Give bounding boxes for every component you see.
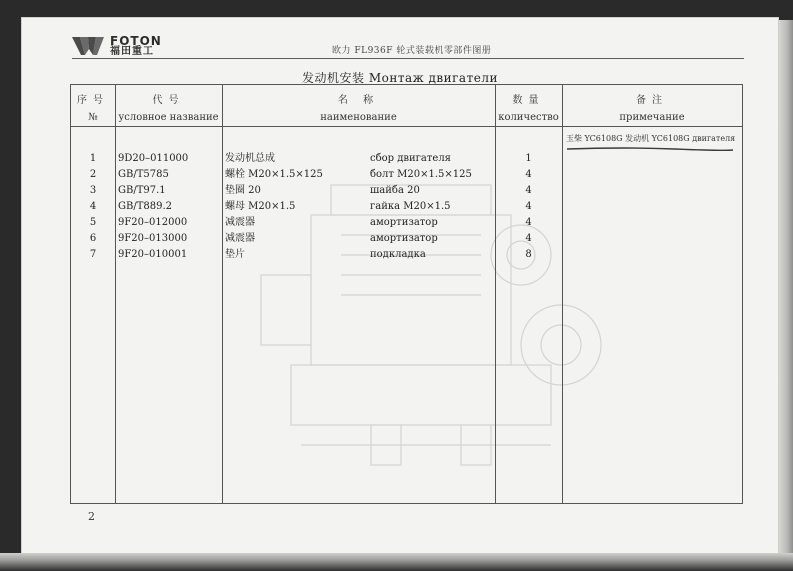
column-header-note-ru: примечание <box>619 112 685 123</box>
column-divider <box>222 85 223 503</box>
table-row <box>71 199 742 215</box>
column-header-qty <box>495 92 562 126</box>
table-row <box>71 183 742 199</box>
part-name-ru: амортизатор <box>370 233 438 244</box>
foton-logo-icon <box>72 35 106 57</box>
part-name-cn: 发动机总成 <box>225 153 275 164</box>
part-quantity: 8 <box>525 249 532 260</box>
row-number: 3 <box>89 185 97 196</box>
table-caption: 发动机安装 Монтаж двигатели <box>302 71 498 85</box>
part-code: GB/T889.2 <box>118 201 173 212</box>
part-name-cn: 垫圈 20 <box>225 185 261 196</box>
row-number: 1 <box>89 153 97 164</box>
part-quantity: 4 <box>525 169 532 180</box>
row-number: 2 <box>89 169 97 180</box>
part-code: 9F20–012000 <box>118 217 188 228</box>
column-header-qty-cn: 数量 <box>512 95 545 106</box>
column-header-no <box>71 92 115 126</box>
catalog-page <box>22 18 778 553</box>
parts-table <box>70 84 743 504</box>
part-name-ru: гайка M20×1.5 <box>370 201 451 212</box>
column-header-note <box>562 92 742 126</box>
part-name-cn: 减震器 <box>225 217 255 228</box>
page-number: 2 <box>88 510 95 523</box>
part-quantity: 4 <box>525 217 532 228</box>
part-quantity: 1 <box>525 153 532 164</box>
table-row <box>71 215 742 231</box>
column-header-name-ru: наименование <box>320 112 397 123</box>
table-row <box>71 247 742 263</box>
catalog-title: 欧力 FL936F 轮式装载机零部件图册 <box>332 46 492 56</box>
part-name-cn: 螺母 M20×1.5 <box>225 201 296 212</box>
column-header-code-ru: условное название <box>118 112 219 123</box>
remark-note: 玉柴 YC6108G 发动机 YC6108G двигателя <box>566 134 736 143</box>
column-header-qty-ru: количество <box>498 112 559 123</box>
part-name-ru: подкладка <box>370 249 426 260</box>
column-divider <box>115 85 116 503</box>
table-row <box>71 151 742 167</box>
brand-name: FOTON <box>110 34 162 48</box>
part-name-ru: сбор двигателя <box>370 153 451 164</box>
row-number: 4 <box>89 201 97 212</box>
row-number: 7 <box>89 249 97 260</box>
part-code: 9F20–013000 <box>118 233 188 244</box>
part-name-cn: 减震器 <box>225 233 255 244</box>
part-code: GB/T5785 <box>118 169 169 180</box>
foton-logo <box>72 35 162 57</box>
part-quantity: 4 <box>525 233 532 244</box>
column-header-no-ru: № <box>88 112 98 123</box>
row-number: 5 <box>89 217 97 228</box>
part-name-ru: болт M20×1.5×125 <box>370 169 472 180</box>
part-name-ru: шайба 20 <box>370 185 420 196</box>
table-row <box>71 231 742 247</box>
column-header-note-cn: 备注 <box>636 95 668 106</box>
part-quantity: 4 <box>525 201 532 212</box>
part-code: 9D20–011000 <box>118 153 189 164</box>
column-divider <box>562 85 563 503</box>
header-divider <box>72 58 744 59</box>
part-code: 9F20–010001 <box>118 249 188 260</box>
page-edge-bottom <box>0 553 793 571</box>
part-name-ru: амортизатор <box>370 217 438 228</box>
part-quantity: 4 <box>525 185 532 196</box>
column-header-code <box>115 92 222 126</box>
row-number: 6 <box>89 233 97 244</box>
page-edge-right <box>778 20 793 560</box>
column-header-code-cn: 代号 <box>152 95 185 106</box>
part-name-cn: 垫片 <box>225 249 245 260</box>
column-header-no-cn: 序号 <box>77 95 109 106</box>
handwritten-underline <box>565 146 735 152</box>
part-code: GB/T97.1 <box>118 185 166 196</box>
header-row-divider <box>71 126 742 127</box>
column-header-name-cn: 名 称 <box>337 95 380 106</box>
part-name-cn: 螺栓 M20×1.5×125 <box>225 169 323 180</box>
brand-name-cn: 福田重工 <box>110 46 154 57</box>
column-divider <box>495 85 496 503</box>
table-row <box>71 167 742 183</box>
column-header-name <box>222 92 495 126</box>
